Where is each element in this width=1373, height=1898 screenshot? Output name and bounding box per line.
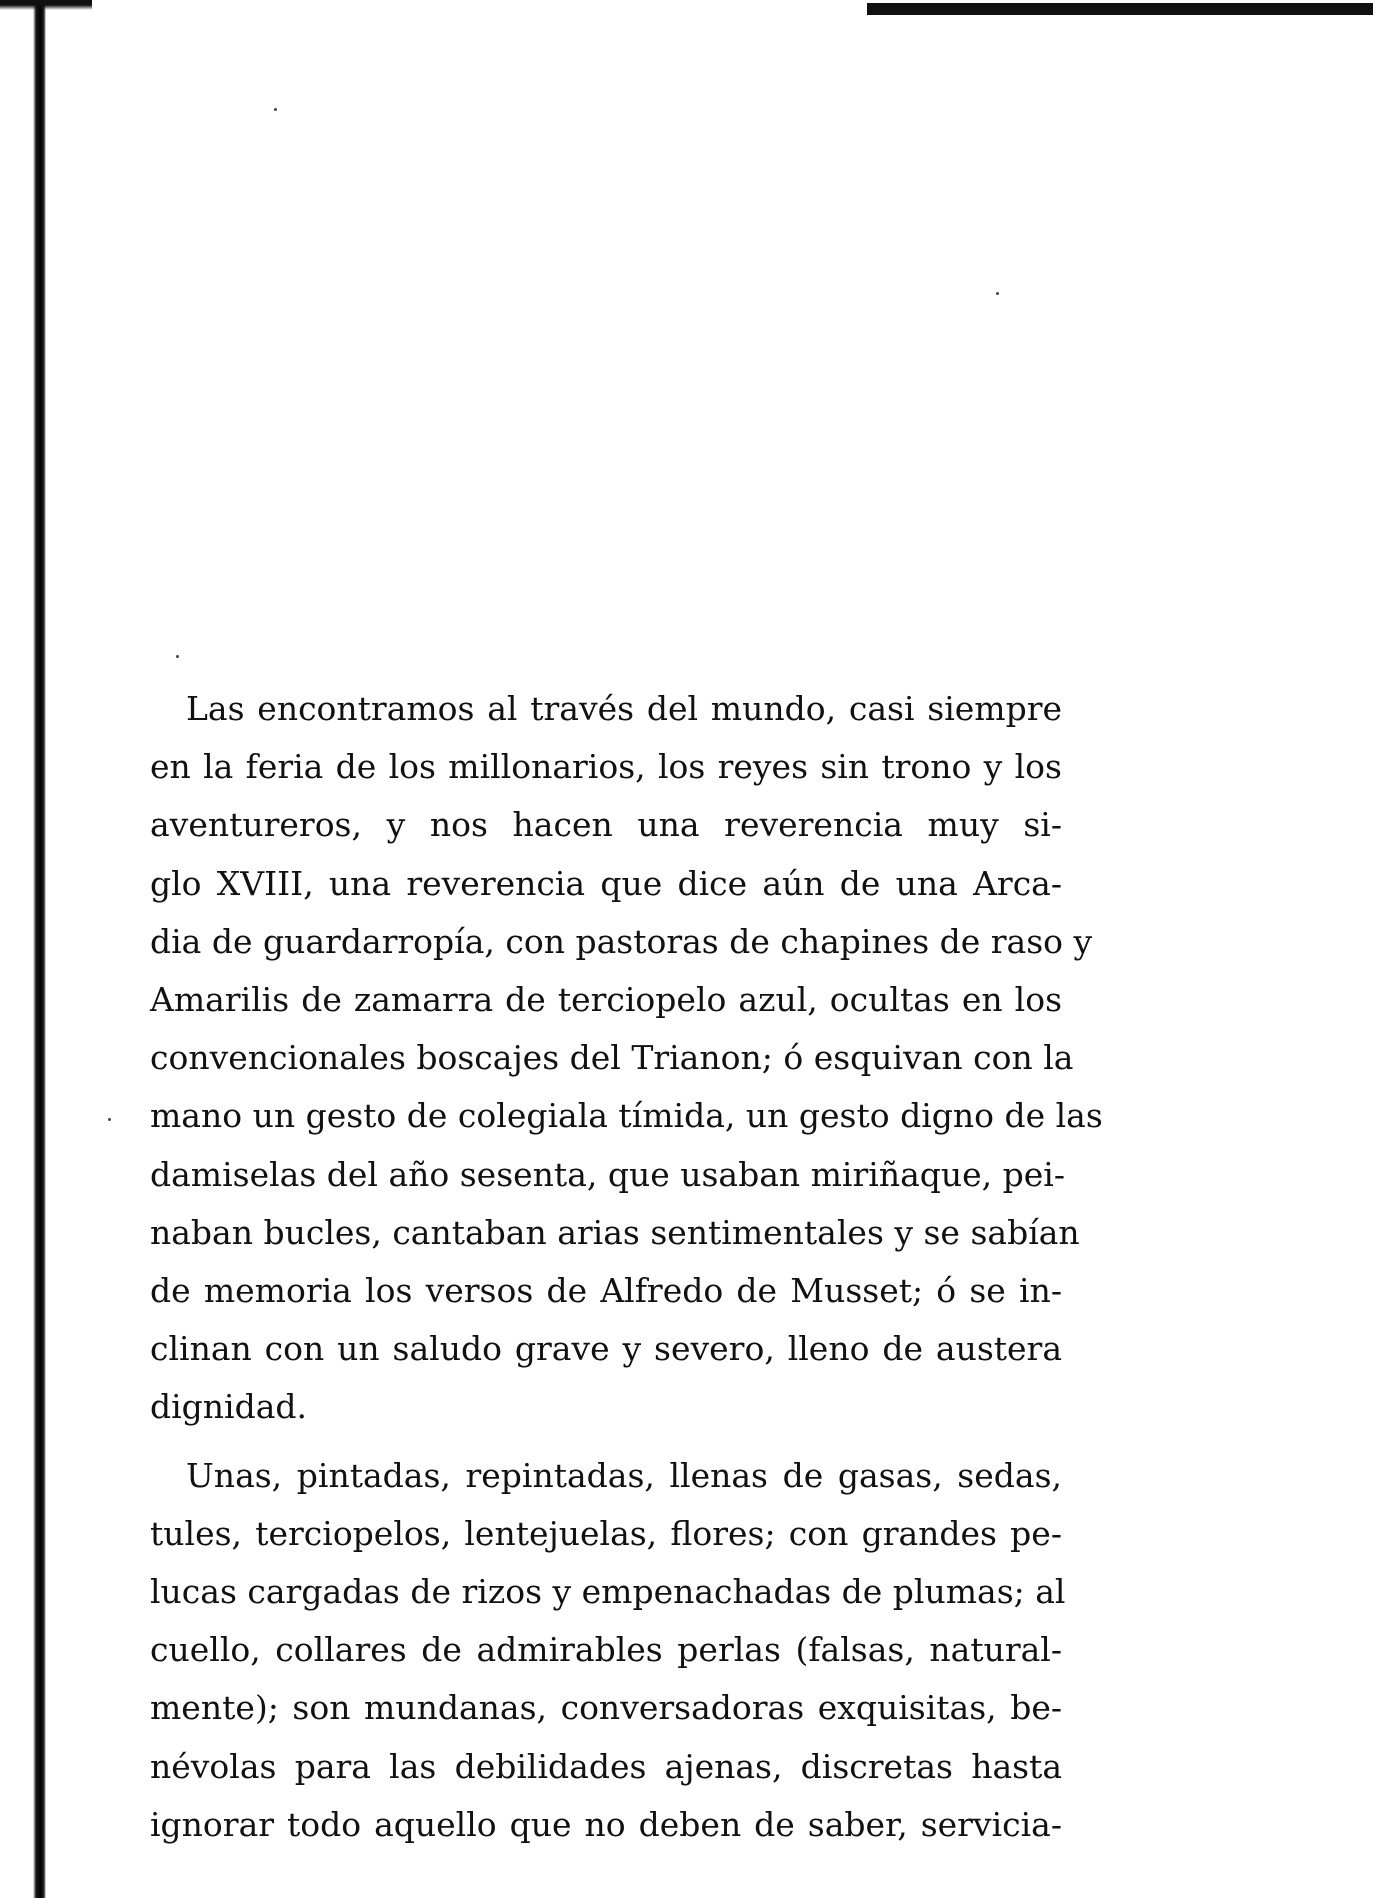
print-speck	[996, 292, 999, 295]
text-line: en la feria de los millonarios, los reyes sin trono y los	[150, 747, 1062, 787]
text-line: névolas para las debilidades ajenas, discretas hasta	[150, 1746, 1062, 1786]
binding-edge-corner	[0, 0, 92, 10]
text-line: Las encontramos al través del mundo, casi siempre	[186, 689, 1062, 728]
text-line: dignidad.	[150, 1387, 308, 1427]
text-line: mente); son mundanas, conversadoras exquisitas, be-	[150, 1688, 1062, 1728]
print-speck	[274, 108, 277, 111]
text-line: de memoria los versos de Alfredo de Musset; ó se in-	[150, 1271, 1062, 1311]
text-line: clinan con un saludo grave y severo, lleno de austera	[150, 1329, 1062, 1369]
text-line: ignorar todo aquello que no deben de saber, servicia-	[150, 1804, 1062, 1844]
text-line: Unas, pintadas, repintadas, llenas de gasas, sedas,	[186, 1455, 1062, 1495]
print-speck	[108, 1118, 111, 1121]
text-line: glo XVIII, una reverencia que dice aún de una Arca-	[150, 863, 1062, 903]
text-line: mano un gesto de colegiala tímida, un gesto digno de las	[150, 1096, 1103, 1136]
text-line: naban bucles, cantaban arias sentimentales y se sabían	[150, 1212, 1080, 1252]
page-binding-edge	[0, 0, 46, 1898]
text-line: lucas cargadas de rizos y empenachadas de plumas; al	[150, 1572, 1066, 1612]
text-line: tules, terciopelos, lentejuelas, flores; con grandes pe-	[150, 1513, 1062, 1553]
text-line: aventureros, y nos hacen una reverencia muy si-	[150, 805, 1062, 845]
text-line: Amarilis de zamarra de terciopelo azul, ocultas en los	[150, 980, 1062, 1020]
text-line: convencionales boscajes del Trianon; ó esquivan con la	[150, 1038, 1074, 1078]
top-edge-rule	[867, 3, 1373, 15]
print-speck	[176, 655, 179, 658]
text-line: dia de guardarropía, con pastoras de chapines de raso y	[150, 921, 1093, 961]
text-line: damiselas del año sesenta, que usaban miriñaque, pei-	[150, 1154, 1065, 1194]
body-text	[150, 680, 1103, 1854]
text-line: cuello, collares de admirables perlas (falsas, natural-	[150, 1630, 1062, 1670]
